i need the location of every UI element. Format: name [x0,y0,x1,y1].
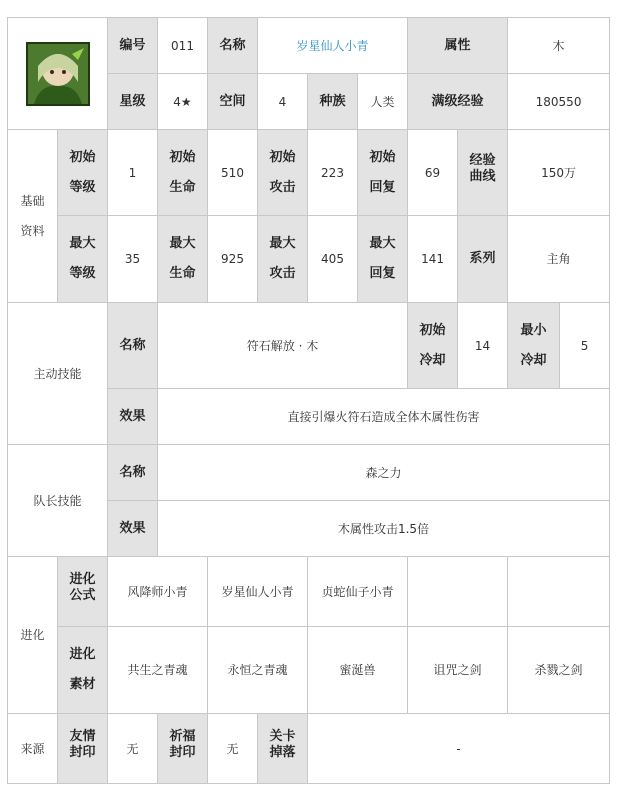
star-label: 星级 [108,74,158,130]
min-cd-value: 5 [560,303,610,389]
init-level-value: 1 [108,130,158,216]
attr-value: 木 [508,18,610,74]
character-card-table [7,17,610,784]
leader-skill-name: 森之力 [158,445,610,501]
init-cd-label [408,303,458,389]
init-atk-text: 初始攻击 [269,149,296,195]
evo-material-item[interactable]: 诅咒之剑 [408,627,508,714]
active-skill-name: 符石解放 · 木 [158,303,408,389]
star-value: 4★ [158,74,208,130]
evo-formula-item[interactable]: 贞蛇仙子小青 [308,557,408,627]
evo-formula-empty [408,557,508,627]
evo-formula-label [58,557,108,627]
max-hp-label [158,216,208,303]
friend-seal-text: 友情封印 [69,729,96,760]
max-rec-text: 最大回复 [369,236,396,281]
active-skill-section-label: 主动技能 [8,303,108,445]
pray-seal-label [158,714,208,784]
max-hp-text: 最大生命 [169,236,196,281]
max-level-text: 最大等级 [69,236,96,281]
stage-drop-label [258,714,308,784]
init-rec-text: 初始回复 [369,149,396,195]
leader-skill-effect: 木属性攻击1.5倍 [158,501,610,557]
pray-seal-text: 祈福封印 [169,729,196,760]
init-cd-text: 初始冷却 [419,322,446,368]
evo-material-item[interactable]: 杀戮之剑 [508,627,610,714]
space-value: 4 [258,74,308,130]
init-level-label [58,130,108,216]
max-rec-value: 141 [408,216,458,303]
stage-drop-text: 关卡掉落 [269,729,296,760]
init-atk-label [258,130,308,216]
init-rec-value: 69 [408,130,458,216]
min-cd-label [508,303,560,389]
evo-material-text: 进化素材 [69,647,96,692]
basic-section-label [8,130,58,303]
maxexp-value: 180550 [508,74,610,130]
evo-formula-empty [508,557,610,627]
init-level-text: 初始等级 [69,149,96,195]
active-skill-effect-label: 效果 [108,389,158,445]
space-label: 空间 [208,74,258,130]
min-cd-text: 最小冷却 [520,322,547,368]
evo-material-item[interactable]: 共生之青魂 [108,627,208,714]
series-label: 系列 [458,216,508,303]
max-atk-label [258,216,308,303]
avatar-cell [8,18,108,130]
exp-curve-text: 经验曲线 [469,153,496,184]
maxexp-label: 满级经验 [408,74,508,130]
max-level-label [58,216,108,303]
init-rec-label [358,130,408,216]
max-atk-value: 405 [308,216,358,303]
friend-seal-label [58,714,108,784]
race-value: 人类 [358,74,408,130]
source-section-label: 来源 [8,714,58,784]
leader-skill-section-label: 队长技能 [8,445,108,557]
active-skill-effect: 直接引爆火符石造成全体木属性伤害 [158,389,610,445]
race-label: 种族 [308,74,358,130]
active-skill-name-label: 名称 [108,303,158,389]
max-rec-label [358,216,408,303]
evolution-section-label: 进化 [8,557,58,714]
evo-formula-text: 进化公式 [69,572,96,603]
init-hp-label [158,130,208,216]
id-value: 011 [158,18,208,74]
evo-material-item[interactable]: 蜜涎兽 [308,627,408,714]
max-level-value: 35 [108,216,158,303]
leader-skill-name-label: 名称 [108,445,158,501]
exp-curve-value: 150万 [508,130,610,216]
init-atk-value: 223 [308,130,358,216]
pray-seal-value: 无 [208,714,258,784]
evo-material-item[interactable]: 永恒之青魂 [208,627,308,714]
max-atk-text: 最大攻击 [269,236,296,281]
attr-label: 属性 [408,18,508,74]
character-name-link[interactable]: 岁星仙人小青 [296,38,369,53]
init-cd-value: 14 [458,303,508,389]
exp-curve-label [458,130,508,216]
name-value-cell [258,18,408,74]
evo-formula-item[interactable]: 风降师小青 [108,557,208,627]
stage-drop-value: - [308,714,610,784]
evo-material-label [58,627,108,714]
init-hp-text: 初始生命 [169,149,196,195]
init-hp-value: 510 [208,130,258,216]
evo-formula-item[interactable]: 岁星仙人小青 [208,557,308,627]
max-hp-value: 925 [208,216,258,303]
name-label: 名称 [208,18,258,74]
leader-skill-effect-label: 效果 [108,501,158,557]
character-portrait-icon[interactable] [26,42,90,106]
series-value: 主角 [508,216,610,303]
basic-section-text: 基础资料 [20,194,45,238]
friend-seal-value: 无 [108,714,158,784]
id-label: 编号 [108,18,158,74]
